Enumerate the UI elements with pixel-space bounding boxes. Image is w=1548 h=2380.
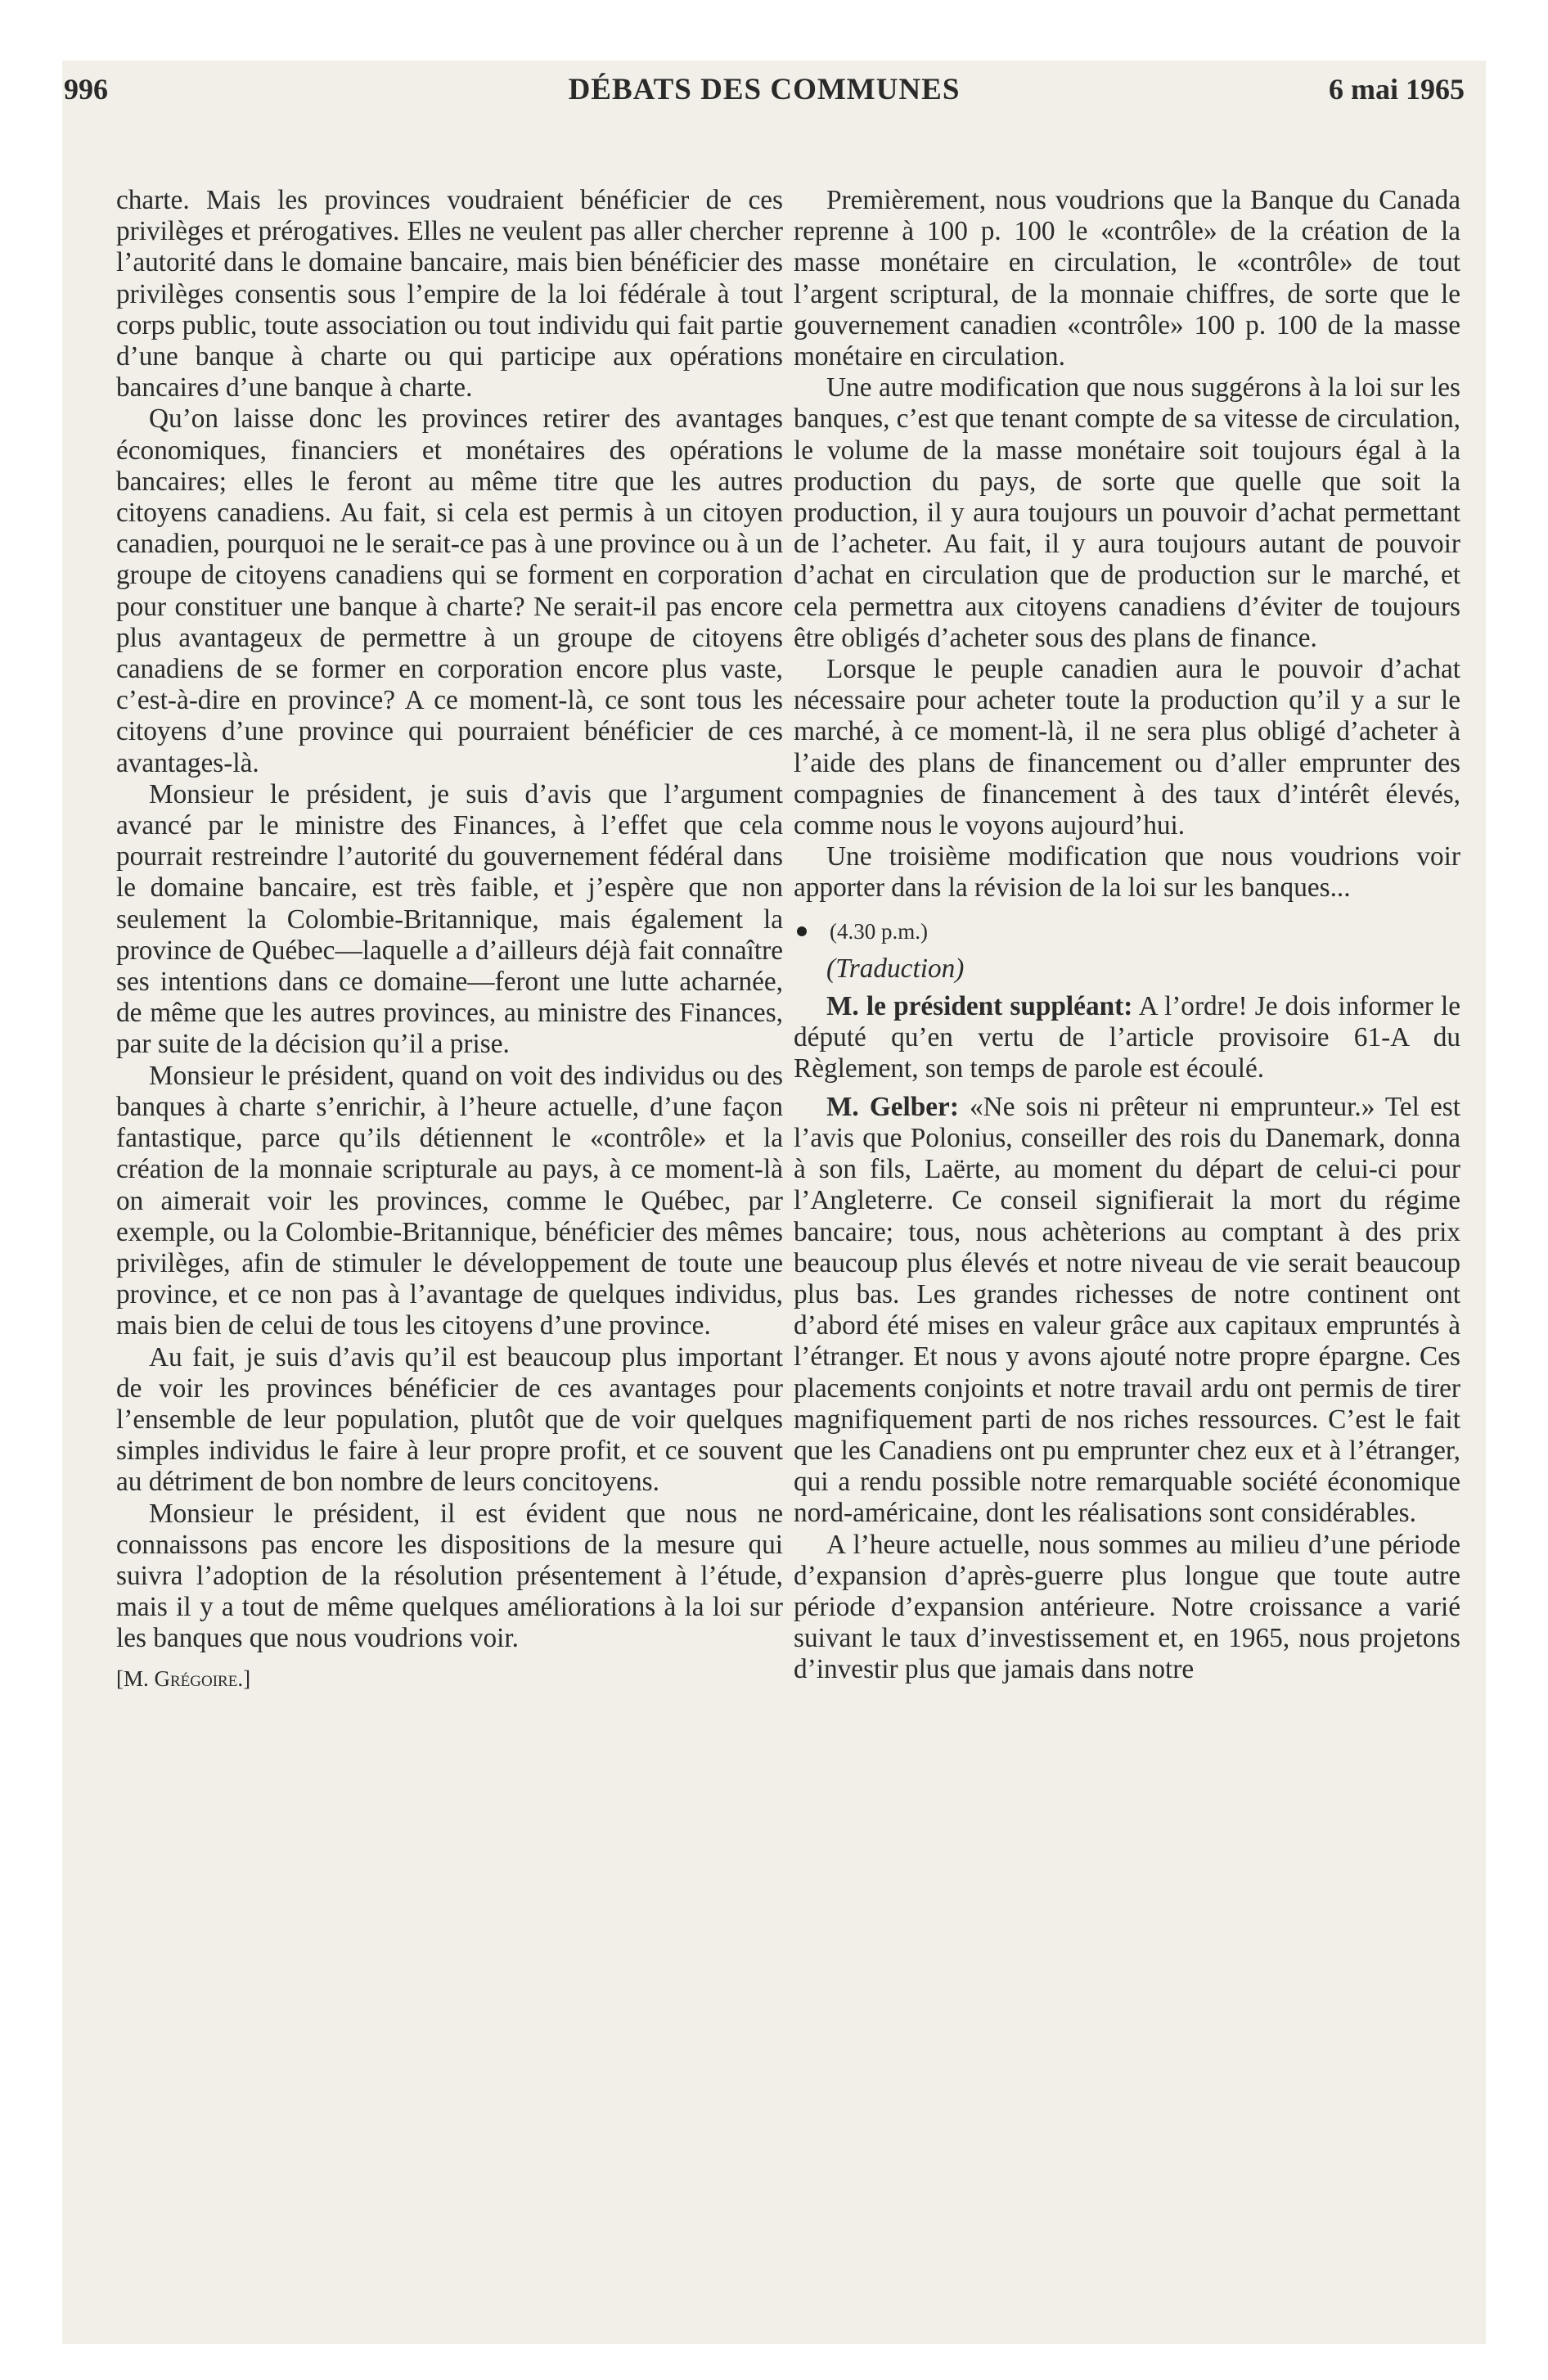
page-header xyxy=(64,72,1465,121)
paragraph: Au fait, je suis d’avis qu’il est beaucoup plus important de voir les provinces bénéficier de ces avantages pour l’ensemble de leur population, plutôt que de voir quelques simples individus le faire à leur propre profit, et ce souvent au détriment de bon nombre de leurs concitoyens. xyxy=(116,1341,783,1498)
speaker-name: M. le président suppléant: xyxy=(826,991,1133,1022)
section-label: (Traduction) xyxy=(826,953,965,984)
left-column xyxy=(116,185,783,1694)
paragraph: charte. Mais les provinces voudraient bénéficier de ces privilèges et prérogatives. Elles ne veulent pas aller chercher l’autorité dans le domaine bancaire, mais bien bénéficier des privilèges consentis sous l’empire de la loi fédérale à tout corps public, toute association ou tout individu qui fait partie d’une banque à charte ou qui participe aux opérations bancaires d’une banque à charte. xyxy=(116,185,783,403)
paragraph: A l’heure actuelle, nous sommes au milieu d’une période d’expansion d’après-guerre plus longue que toute autre période d’expansion antérieure. Notre croissance a varié suivant le taux d’investissement et, en 1965, nous projetons d’investir plus que jamais dans notre xyxy=(794,1529,1460,1685)
speaker-signature: [M. Grégoire.] xyxy=(116,1666,251,1691)
paragraph: Premièrement, nous voudrions que la Banque du Canada reprenne à 100 p. 100 le «contrôle» de la création de la masse monétaire en circulation, le «contrôle» de tout l’argent scriptural, de la monnaie chiffres, de sorte que le gouvernement canadien «contrôle» 100 p. 100 de la masse monétaire en circulation. xyxy=(794,185,1460,372)
publication-title: DÉBATS DES COMMUNES xyxy=(568,73,961,106)
speaker-name: M. Gelber: xyxy=(826,1091,959,1122)
bullet-icon xyxy=(797,926,807,936)
page-number: 996 xyxy=(64,73,108,106)
paragraph: Qu’on laisse donc les provinces retirer des avantages économiques, financiers et monétaires des opérations bancaires; elles le feront au même titre que les autres citoyens canadiens. Au fait, si cela est permis à un citoyen canadien, pourquoi ne le serait-ce pas à une province ou à un groupe de citoyens canadiens qui se forment en corporation pour constituer une banque à charte? Ne serait-il pas encore plus avantageux de permettre à un groupe de citoyens canadiens de se former en corporation encore plus vaste, c’est-à-dire en province? A ce moment-là, ce sont tous les citoyens d’une province qui pourraient bénéficier de ces avantages-là. xyxy=(116,403,783,778)
paragraph: Monsieur le président, il est évident que nous ne connaissons pas encore les dispositions de la mesure qui suivra l’adoption de la résolution présentement à l’étude, mais il y a tout de même quelques améliorations à la loi sur les banques que nous voudrions voir. xyxy=(116,1498,783,1654)
timestamp-text: (4.30 p.m.) xyxy=(830,918,928,944)
speech-paragraph xyxy=(794,991,1460,1085)
paragraph: Monsieur le président, quand on voit des individus ou des banques à charte s’enrichir, à l’heure actuelle, d’une façon fantastique, parce qu’ils détiennent le «contrôle» et la création de la monnaie scripturale au pays, à ce moment-là on aimerait voir les provinces, comme le Québec, par exemple, ou la Colombie-Britannique, bénéficier des mêmes privilèges, afin de stimuler le développement de toute une province, et ce non pas à l’avantage de quelques individus, mais bien de celui de tous les citoyens d’une province. xyxy=(116,1060,783,1341)
paragraph: Une troisième modification que nous voudrions voir apporter dans la révision de la loi sur les banques... xyxy=(794,841,1460,904)
paragraph: Une autre modification que nous suggérons à la loi sur les banques, c’est que tenant compte de sa vitesse de circulation, le volume de la masse monétaire soit toujours égal à la production du pays, de sorte que quelle que soit la production, il y aura toujours un pouvoir d’achat permettant de l’acheter. Au fait, il y aura toujours autant de pouvoir d’achat en circulation que de production sur le marché, et cela permettra aux citoyens canadiens d’éviter de toujours être obligés d’acheter sous des plans de finance. xyxy=(794,372,1460,653)
speech-text: «Ne sois ni prêteur ni emprunteur.» Tel est l’avis que Polonius, conseiller des rois du Danemark, donna à son fils, Laërte, au moment du départ de celui-ci pour l’Angleterre. Ce conseil signifierait la mort du régime bancaire; tous, nous achèterions au comptant à des prix beaucoup plus élevés et notre niveau de vie serait beaucoup plus bas. Les grandes richesses de notre continent ont d’abord été mises en valeur grâce aux capitaux empruntés à l’étranger. Et nous y avons ajouté notre propre épargne. Ces placements conjoints et notre travail ardu ont permis de tirer magnifiquement parti de nos riches ressources. C’est le fait que les Canadiens ont pu emprunter chez eux et à l’étranger, qui a rendu possible notre remarquable société économique nord-américaine, dont les réalisations sont considérables. xyxy=(794,1091,1460,1529)
paragraph: Monsieur le président, je suis d’avis que l’argument avancé par le ministre des Finances, à l’effet que cela pourrait restreindre l’autorité du gouvernement fédéral dans le domaine bancaire, est très faible, et j’espère que non seulement la Colombie-Britannique, mais également la province de Québec—laquelle a d’ailleurs déjà fait connaître ses intentions dans ce domaine—feront une lutte acharnée, de même que les autres provinces, au ministre des Finances, par suite de la décision qu’il a prise. xyxy=(116,778,783,1060)
page-date: 6 mai 1965 xyxy=(1329,73,1465,106)
paragraph: Lorsque le peuple canadien aura le pouvoir d’achat nécessaire pour acheter toute la production qu’il y a sur le marché, à ce moment-là, il ne sera plus obligé d’acheter à l’aide des plans de financement ou d’aller emprunter des compagnies de financement à des taux d’intérêt élevés, comme nous le voyons aujourd’hui. xyxy=(794,654,1460,841)
right-column xyxy=(794,185,1460,1686)
speech-text: A l’ordre! Je dois informer le député qu’en vertu de l’article provisoire 61-A du Règlement, son temps de parole est écoulé. xyxy=(794,991,1460,1084)
speech-paragraph xyxy=(794,1092,1460,1530)
timestamp xyxy=(794,916,1460,947)
